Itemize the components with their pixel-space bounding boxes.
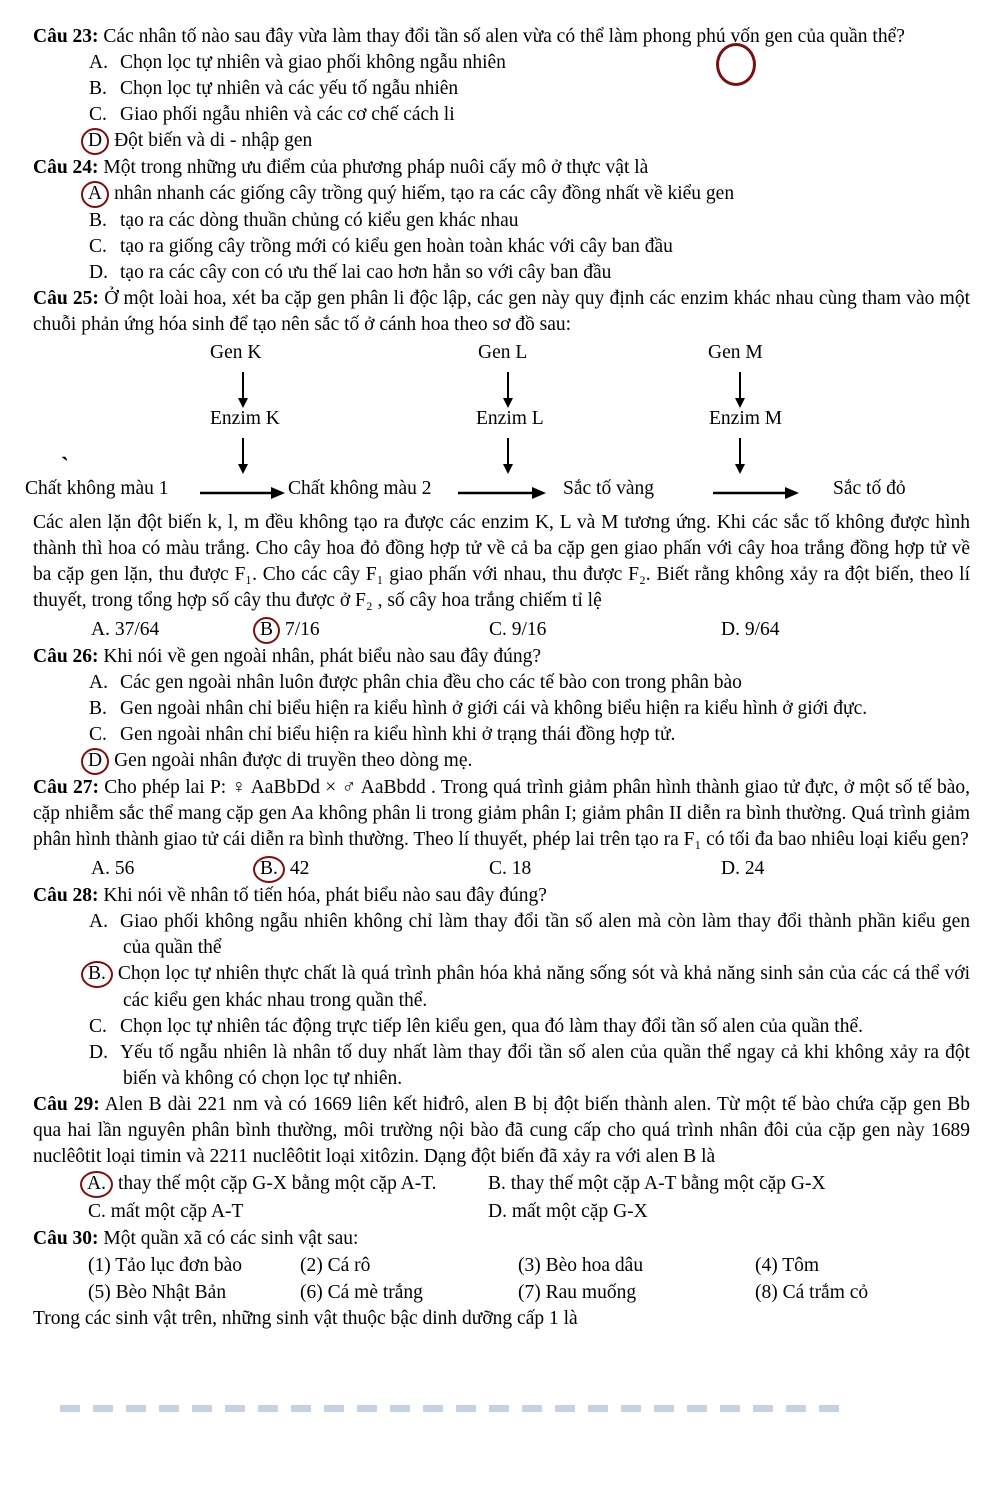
question-27: [33, 775, 970, 883]
question-29: [33, 1092, 970, 1226]
option-letter: C.: [89, 724, 107, 745]
q24-option-d: [33, 260, 970, 286]
option-text: 24: [744, 858, 765, 879]
option-letter: A.: [89, 52, 108, 73]
organism-item: (6) Cá mè trắng: [300, 1282, 423, 1303]
option-text: thay thế một cặp G-X bằng một cặp A-T.: [117, 1173, 437, 1194]
q29-options-row-2: [33, 1198, 970, 1226]
enzyme-label: Enzim M: [709, 408, 783, 429]
option-text: 9/64: [744, 619, 780, 640]
option-letter: C.: [489, 619, 507, 640]
option-text: 37/64: [114, 619, 160, 640]
circled-answer-letter: B.: [81, 961, 113, 988]
option-text: Giao phối ngẫu nhiên và các cơ chế cách li: [120, 104, 455, 125]
question-25-continuation: [33, 510, 970, 614]
q24-option-b: [33, 208, 970, 234]
option-text: mất một cặp G-X: [511, 1201, 648, 1222]
option-text: Yếu tố ngẫu nhiên là nhân tố duy nhất làm thay đổi tần số alen của quần thể ngay cả khi không xảy ra đột biến và không có chọn lọc tự nhiên.: [120, 1042, 970, 1089]
question-text: Khi nói về nhân tố tiến hóa, phát biểu nào sau đây đúng?: [103, 885, 547, 906]
q24-option-c: [33, 234, 970, 260]
q29-option-c: [55, 1198, 488, 1226]
q23-option-b: [33, 76, 970, 102]
pathway-diagram: [25, 342, 970, 510]
question-text: Ở một loài hoa, xét ba cặp gen phân li độc lập, các gen này quy định các enzim khác nhau cùng tham vào một chuỗi phản ứng hóa sinh để tạo nên sắc tố ở cánh hoa theo sơ đồ sau:: [33, 288, 971, 335]
option-text: Chọn lọc tự nhiên tác động trực tiếp lên kiểu gen, qua đó làm thay đổi tần số alen của quần thể.: [120, 1016, 863, 1037]
option-text: thay thế một cặp A-T bằng một cặp G-X: [510, 1173, 826, 1194]
question-23: [33, 24, 970, 155]
option-letter: B.: [89, 210, 107, 231]
question-25: [25, 286, 971, 644]
q27-option-b-circled: [261, 855, 489, 883]
enzyme-label: Enzim K: [210, 408, 280, 429]
chain-pigment: Sắc tố đỏ: [833, 478, 906, 499]
down-arrow-icon: [501, 438, 515, 474]
circled-answer-letter: D: [81, 128, 109, 155]
q25-option-c: [489, 616, 721, 644]
q27-option-c: [489, 855, 721, 883]
organism-item: (5) Bèo Nhật Bản: [88, 1282, 227, 1303]
option-text: 7/16: [285, 619, 320, 640]
question-23-stem: [33, 24, 970, 50]
q25-options-row: [33, 616, 970, 644]
option-letter: D.: [721, 619, 740, 640]
question-30: [33, 1226, 970, 1332]
chain-pigment: Sắc tố vàng: [563, 478, 654, 499]
q29-options-row-1: [33, 1170, 970, 1198]
q26-option-d-circled: [33, 748, 970, 775]
q29-option-d: [488, 1198, 970, 1226]
organism-item: (8) Cá trắm cỏ: [755, 1282, 869, 1303]
right-arrow-icon: [713, 486, 799, 500]
question-27-stem: [33, 775, 970, 853]
gene-label: Gen L: [478, 342, 528, 363]
circled-answer-letter: D: [81, 748, 109, 775]
q29-option-b: [488, 1170, 970, 1198]
question-text: Một quần xã có các sinh vật sau:: [103, 1228, 359, 1249]
option-letter: C.: [89, 1016, 107, 1037]
question-text: Một trong những ưu điểm của phương pháp nuôi cấy mô ở thực vật là: [103, 157, 649, 178]
question-30-closing: [33, 1306, 970, 1332]
down-arrow-icon: [501, 372, 515, 408]
option-text: Gen ngoài nhân được di truyền theo dòng mẹ.: [114, 750, 473, 771]
question-number: Câu 30:: [33, 1228, 99, 1249]
question-26: [33, 644, 970, 775]
question-number: Câu 26:: [33, 646, 99, 667]
option-text: tạo ra giống cây trồng mới có kiểu gen hoàn toàn khác với cây ban đầu: [120, 236, 673, 257]
option-text: Gen ngoài nhân chỉ biểu hiện ra kiểu hình khi ở trạng thái đồng hợp tử.: [120, 724, 676, 745]
option-letter: A.: [89, 672, 108, 693]
circled-answer-letter: B.: [253, 856, 285, 883]
option-letter: C.: [89, 104, 107, 125]
option-text: nhân nhanh các giống cây trồng quý hiếm, tạo ra các cây đồng nhất về kiểu gen: [114, 183, 735, 204]
option-letter: C.: [88, 1201, 106, 1222]
down-arrow-icon: [733, 372, 747, 408]
q28-option-a: [33, 909, 970, 961]
q30-organisms-row-2: [33, 1279, 970, 1306]
question-29-stem: [33, 1092, 970, 1170]
q30-organisms-row-1: [33, 1252, 970, 1279]
option-text: Chọn lọc tự nhiên và các yếu tố ngẫu nhiên: [120, 78, 459, 99]
right-arrow-icon: [200, 486, 285, 500]
q23-option-c: [33, 102, 970, 128]
down-arrow-icon: [236, 438, 250, 474]
option-letter: B.: [89, 698, 107, 719]
circled-answer-letter: B: [253, 617, 280, 644]
question-28: [33, 883, 970, 1092]
question-number: Câu 29:: [33, 1094, 100, 1115]
option-letter: D.: [488, 1201, 507, 1222]
q28-option-d: [33, 1040, 970, 1092]
organism-item: (4) Tôm: [755, 1255, 820, 1276]
circled-answer-letter: A: [81, 181, 109, 208]
question-text: Các alen lặn đột biến k, l, m đều không tạo ra được các enzim K, L và M tương ứng. Khi các sắc tố không được hình thành thì hoa có màu trắng. Cho cây hoa đỏ đồng hợp tử về cả ba cặp gen giao phấn với cây hoa trắng đồng hợp tử về ba cặp gen lặn, thu được F₁. Cho các cây F₁ giao phấn với nhau, thu được F₂. Biết rằng không xảy ra đột biến, theo lí thuyết, trong tổng hợp số cây thu được ở F₂ , số cây hoa trắng chiếm tỉ lệ: [33, 512, 970, 611]
q24-option-a-circled: [33, 181, 970, 208]
option-text: mất một cặp A-T: [110, 1201, 244, 1222]
organism-item: (3) Bèo hoa dâu: [518, 1255, 644, 1276]
enzyme-label: Enzim L: [476, 408, 544, 429]
option-text: 9/16: [511, 619, 547, 640]
option-letter: B.: [89, 78, 107, 99]
q27-option-d: [721, 855, 970, 883]
q23-option-d-circled: [33, 128, 970, 155]
circled-answer-letter: A.: [80, 1171, 113, 1198]
organism-item: (2) Cá rô: [300, 1255, 371, 1276]
question-text: Alen B dài 221 nm và có 1669 liên kết hiđrô, alen B bị đột biến thành alen. Từ một tế bào chứa cặp gen Bb qua hai lần nguyên phân bình thường, môi trường nội bào đã cung cấp cho quá trình nhân đôi của cặp gen này 1689 nuclêôtit loại timin và 2211 nuclêôtit loại xitôzin. Dạng đột biến đã xảy ra với alen B là: [33, 1094, 970, 1167]
chain-substance: Chất không màu 2: [288, 478, 432, 499]
option-text: 56: [114, 858, 135, 879]
option-letter: C.: [89, 236, 107, 257]
option-letter: A.: [89, 911, 108, 932]
option-text: 18: [511, 858, 532, 879]
right-arrow-icon: [458, 486, 546, 500]
q23-option-a: [33, 50, 970, 76]
q26-option-a: [33, 670, 970, 696]
gene-label: Gen M: [708, 342, 763, 363]
option-text: Giao phối không ngẫu nhiên không chỉ làm thay đổi tần số alen mà còn làm thay đổi thành phần kiểu gen của quần thể: [120, 911, 970, 958]
cutoff-faded-text-line: [60, 1405, 850, 1412]
option-text: tạo ra các cây con có ưu thế lai cao hơn hẳn so với cây ban đầu: [120, 262, 612, 283]
organism-item: (1) Tảo lục đơn bào: [88, 1255, 242, 1276]
question-text: Trong các sinh vật trên, những sinh vật thuộc bậc dinh dưỡng cấp 1 là: [33, 1308, 578, 1329]
option-letter: A.: [91, 858, 110, 879]
option-text: Gen ngoài nhân chỉ biểu hiện ra kiểu hình ở giới cái và không biểu hiện ra kiểu hình ở giới đực.: [120, 698, 868, 719]
q26-option-c: [33, 722, 970, 748]
question-number: Câu 27:: [33, 777, 99, 798]
option-text: tạo ra các dòng thuần chủng có kiểu gen khác nhau: [120, 210, 519, 231]
option-text: Các gen ngoài nhân luôn được phân chia đều cho các tế bào con trong phân bào: [120, 672, 742, 693]
option-text: 42: [289, 858, 310, 879]
question-number: Câu 28:: [33, 885, 99, 906]
q28-option-c: [33, 1014, 970, 1040]
gene-label: Gen K: [210, 342, 262, 363]
question-25-stem: [33, 286, 970, 338]
question-30-stem: [33, 1226, 970, 1252]
option-letter: C.: [489, 858, 507, 879]
question-24-stem: [33, 155, 970, 181]
q28-option-b-circled: [33, 961, 970, 1014]
option-letter: D.: [89, 1042, 108, 1063]
question-number: Câu 23:: [33, 26, 99, 47]
option-letter: A.: [91, 619, 110, 640]
q25-option-a: [59, 616, 261, 644]
question-text: Khi nói về gen ngoài nhân, phát biểu nào sau đây đúng?: [103, 646, 541, 667]
q27-option-a: [59, 855, 261, 883]
option-text: Chọn lọc tự nhiên và giao phối không ngẫu nhiên: [120, 52, 506, 73]
stray-pen-mark: `: [61, 454, 69, 480]
organism-item: (7) Rau muống: [518, 1282, 637, 1303]
question-26-stem: [33, 644, 970, 670]
question-number: Câu 24:: [33, 157, 99, 178]
option-text: Đột biến và di - nhập gen: [114, 130, 313, 151]
option-letter: B.: [488, 1173, 506, 1194]
q25-option-b-circled: [261, 616, 489, 644]
option-letter: D.: [89, 262, 108, 283]
q25-option-d: [721, 616, 970, 644]
chain-substance: Chất không màu 1: [25, 478, 169, 499]
down-arrow-icon: [236, 372, 250, 408]
question-28-stem: [33, 883, 970, 909]
question-24: [33, 155, 970, 286]
question-text: Các nhân tố nào sau đây vừa làm thay đổi tần số alen vừa có thể làm phong phú vốn gen của quần thể?: [103, 26, 905, 47]
question-text: Cho phép lai P: ♀ AaBbDd × ♂ AaBbdd . Trong quá trình giảm phân hình thành giao tử đực, ở một số tế bào, cặp nhiễm sắc thể mang cặp gen Aa không phân li trong giảm phân I; giảm phân II diễn ra bình thường. Quá trình giảm phân hình thành giao tử cái diễn ra bình thường. Theo lí thuyết, phép lai trên tạo ra F₁ có tối đa bao nhiêu loại kiểu gen?: [33, 777, 971, 850]
question-number: Câu 25:: [33, 288, 99, 309]
q26-option-b: [33, 696, 970, 722]
q27-options-row: [33, 855, 970, 883]
q29-option-a-circled: [55, 1170, 488, 1198]
option-letter: D.: [721, 858, 740, 879]
option-text: Chọn lọc tự nhiên thực chất là quá trình phân hóa khả năng sống sót và khả năng sinh sản của các cá thể với các kiểu gen khác nhau trong quần thể.: [117, 963, 970, 1011]
down-arrow-icon: [733, 438, 747, 474]
